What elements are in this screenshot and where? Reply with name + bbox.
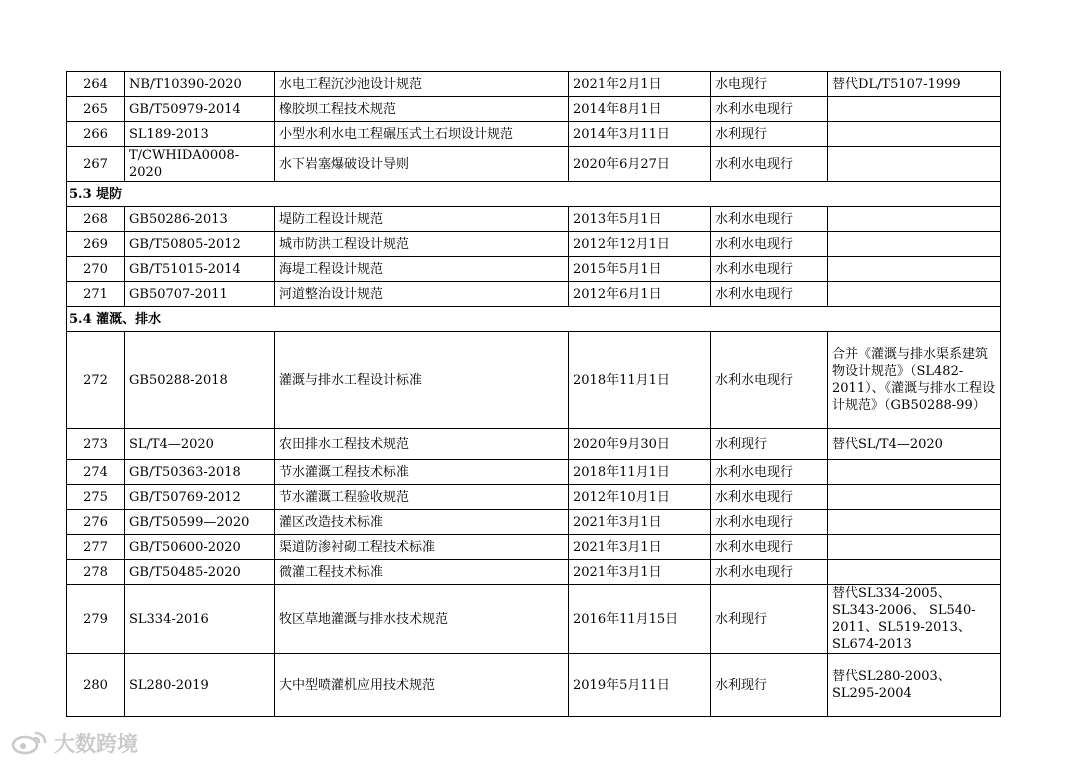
standard-status: 水利水电现行	[711, 97, 828, 122]
standard-code: GB/T50805-2012	[125, 232, 275, 257]
row-number: 279	[67, 585, 125, 654]
standards-table	[66, 71, 1001, 717]
effective-date: 2012年12月1日	[569, 232, 711, 257]
row-number: 280	[67, 654, 125, 717]
effective-date: 2012年6月1日	[569, 282, 711, 307]
standard-code: GB/T50769-2012	[125, 485, 275, 510]
standard-name: 渠道防渗衬砌工程技术标准	[275, 535, 569, 560]
standard-name: 海堤工程设计规范	[275, 257, 569, 282]
effective-date: 2016年11月15日	[569, 585, 711, 654]
effective-date: 2020年6月27日	[569, 147, 711, 182]
weibo-icon	[10, 730, 48, 756]
table-row	[67, 122, 1001, 147]
row-number: 267	[67, 147, 125, 182]
standard-name: 河道整治设计规范	[275, 282, 569, 307]
standard-code: GB/T50363-2018	[125, 460, 275, 485]
standard-name: 水电工程沉沙池设计规范	[275, 72, 569, 97]
table-row	[67, 485, 1001, 510]
standard-note	[828, 232, 1001, 257]
standard-note	[828, 510, 1001, 535]
section-heading: 5.4 灌溉、排水	[67, 307, 1001, 332]
row-number: 278	[67, 560, 125, 585]
standard-status: 水利现行	[711, 122, 828, 147]
standard-note	[828, 122, 1001, 147]
standard-note	[828, 257, 1001, 282]
standard-code: GB/T50979-2014	[125, 97, 275, 122]
standard-note: 替代SL334-2005、SL343-2006、 SL540-2011、SL519-2013、SL674-2013	[828, 585, 1001, 654]
standard-note	[828, 460, 1001, 485]
row-number: 273	[67, 429, 125, 460]
standard-code: GB/T50599—2020	[125, 510, 275, 535]
row-number: 275	[67, 485, 125, 510]
table-row	[67, 560, 1001, 585]
standard-status: 水利现行	[711, 654, 828, 717]
section-row-irrigation-drainage	[67, 307, 1001, 332]
table-row	[67, 535, 1001, 560]
row-number: 265	[67, 97, 125, 122]
effective-date: 2018年11月1日	[569, 332, 711, 429]
standard-status: 水电现行	[711, 72, 828, 97]
table-row	[67, 429, 1001, 460]
standard-status: 水利水电现行	[711, 535, 828, 560]
table-row	[67, 207, 1001, 232]
row-number: 264	[67, 72, 125, 97]
row-number: 277	[67, 535, 125, 560]
standard-code: SL280-2019	[125, 654, 275, 717]
standard-code: GB/T50600-2020	[125, 535, 275, 560]
effective-date: 2021年3月1日	[569, 560, 711, 585]
table-row	[67, 510, 1001, 535]
standard-code: GB50286-2013	[125, 207, 275, 232]
standard-status: 水利水电现行	[711, 485, 828, 510]
row-number: 266	[67, 122, 125, 147]
row-number: 268	[67, 207, 125, 232]
standard-code: GB50288-2018	[125, 332, 275, 429]
watermark	[10, 729, 138, 757]
standard-name: 节水灌溉工程技术标准	[275, 460, 569, 485]
standard-status: 水利水电现行	[711, 560, 828, 585]
table-row	[67, 257, 1001, 282]
effective-date: 2019年5月11日	[569, 654, 711, 717]
section-heading: 5.3 堤防	[67, 182, 1001, 207]
effective-date: 2021年3月1日	[569, 535, 711, 560]
table-row	[67, 97, 1001, 122]
effective-date: 2018年11月1日	[569, 460, 711, 485]
standard-note	[828, 560, 1001, 585]
standard-name: 农田排水工程技术规范	[275, 429, 569, 460]
standard-name: 灌溉与排水工程设计标准	[275, 332, 569, 429]
standard-note: 替代SL280-2003、SL295-2004	[828, 654, 1001, 717]
standard-code: T/CWHIDA0008-2020	[125, 147, 275, 182]
effective-date: 2014年8月1日	[569, 97, 711, 122]
row-number: 274	[67, 460, 125, 485]
watermark-text: 大数跨境	[54, 732, 138, 756]
standard-status: 水利现行	[711, 429, 828, 460]
standard-status: 水利水电现行	[711, 510, 828, 535]
standard-name: 城市防洪工程设计规范	[275, 232, 569, 257]
standard-name: 堤防工程设计规范	[275, 207, 569, 232]
standard-status: 水利水电现行	[711, 147, 828, 182]
table-row	[67, 147, 1001, 182]
standard-name: 水下岩塞爆破设计导则	[275, 147, 569, 182]
standard-note	[828, 485, 1001, 510]
row-number: 276	[67, 510, 125, 535]
standard-note	[828, 147, 1001, 182]
table-row	[67, 654, 1001, 717]
standard-name: 微灌工程技术标准	[275, 560, 569, 585]
standard-name: 小型水利水电工程碾压式土石坝设计规范	[275, 122, 569, 147]
row-number: 269	[67, 232, 125, 257]
effective-date: 2014年3月11日	[569, 122, 711, 147]
table-row	[67, 460, 1001, 485]
standard-status: 水利水电现行	[711, 460, 828, 485]
standard-note	[828, 535, 1001, 560]
standard-code: SL/T4—2020	[125, 429, 275, 460]
effective-date: 2012年10月1日	[569, 485, 711, 510]
standard-note	[828, 207, 1001, 232]
standard-status: 水利现行	[711, 585, 828, 654]
effective-date: 2015年5月1日	[569, 257, 711, 282]
row-number: 271	[67, 282, 125, 307]
standard-note	[828, 97, 1001, 122]
standard-code: GB50707-2011	[125, 282, 275, 307]
standard-code: GB/T51015-2014	[125, 257, 275, 282]
standard-note: 合并《灌溉与排水渠系建筑物设计规范》（SL482-2011）、《灌溉与排水工程设计规范》（GB50288-99）	[828, 332, 1001, 429]
table-row	[67, 282, 1001, 307]
table-row	[67, 332, 1001, 429]
standard-status: 水利水电现行	[711, 232, 828, 257]
standard-code: GB/T50485-2020	[125, 560, 275, 585]
table-row	[67, 232, 1001, 257]
section-row-dykes	[67, 182, 1001, 207]
standard-note: 替代SL/T4—2020	[828, 429, 1001, 460]
standard-status: 水利水电现行	[711, 282, 828, 307]
standard-status: 水利水电现行	[711, 332, 828, 429]
standard-note	[828, 282, 1001, 307]
standard-name: 橡胶坝工程技术规范	[275, 97, 569, 122]
table-row	[67, 585, 1001, 654]
effective-date: 2021年3月1日	[569, 510, 711, 535]
standard-code: NB/T10390-2020	[125, 72, 275, 97]
standard-code: SL189-2013	[125, 122, 275, 147]
standard-code: SL334-2016	[125, 585, 275, 654]
effective-date: 2021年2月1日	[569, 72, 711, 97]
effective-date: 2013年5月1日	[569, 207, 711, 232]
table-row	[67, 72, 1001, 97]
row-number: 272	[67, 332, 125, 429]
standard-name: 牧区草地灌溉与排水技术规范	[275, 585, 569, 654]
standard-note: 替代DL/T5107-1999	[828, 72, 1001, 97]
row-number: 270	[67, 257, 125, 282]
standard-status: 水利水电现行	[711, 207, 828, 232]
standard-name: 灌区改造技术标准	[275, 510, 569, 535]
effective-date: 2020年9月30日	[569, 429, 711, 460]
standard-status: 水利水电现行	[711, 257, 828, 282]
standard-name: 节水灌溉工程验收规范	[275, 485, 569, 510]
standard-name: 大中型喷灌机应用技术规范	[275, 654, 569, 717]
